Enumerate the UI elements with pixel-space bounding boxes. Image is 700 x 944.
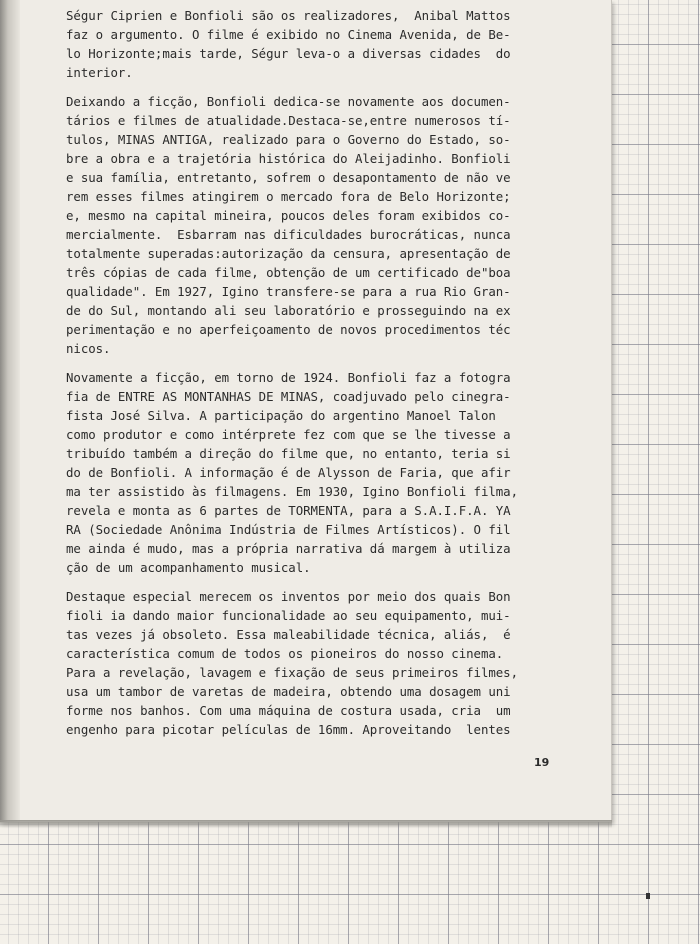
text-line: RA (Sociedade Anônima Indústria de Filmes Artísticos). O fil: [66, 522, 511, 537]
text-line: rem esses filmes atingirem o mercado fora de Belo Horizonte;: [66, 189, 511, 204]
text-line: três cópias de cada filme, obtenção de um certificado de"boa: [66, 265, 511, 280]
text-line: qualidade". Em 1927, Igino transfere-se para a rua Rio Gran-: [66, 284, 511, 299]
text-line: Para a revelação, lavagem e fixação de seus primeiros filmes,: [66, 665, 518, 680]
text-line: lo Horizonte;mais tarde, Ségur leva-o a diversas cidades do: [66, 46, 511, 61]
text-line: e, mesmo na capital mineira, poucos deles foram exibidos co-: [66, 208, 511, 223]
text-line: totalmente superadas:autorização da censura, apresentação de: [66, 246, 511, 261]
text-line: característica comum de todos os pioneiros do nosso cinema.: [66, 646, 504, 661]
page-bottom-edge: [0, 820, 612, 828]
page-body-text: [66, 6, 518, 749]
paragraph: [66, 92, 518, 358]
text-line: tas vezes já obsoleto. Essa maleabilidade técnica, aliás, é: [66, 627, 511, 642]
text-line: ção de um acompanhamento musical.: [66, 560, 311, 575]
text-line: interior.: [66, 65, 133, 80]
text-line: engenho para picotar películas de 16mm. Aproveitando lentes: [66, 722, 511, 737]
ink-mark: [646, 893, 650, 899]
text-line: de do Sul, montando ali seu laboratório e prosseguindo na ex: [66, 303, 511, 318]
paragraph: [66, 368, 518, 577]
text-line: fista José Silva. A participação do argentino Manoel Talon: [66, 408, 496, 423]
text-line: Novamente a ficção, em torno de 1924. Bonfioli faz a fotogra: [66, 370, 511, 385]
text-line: do de Bonfioli. A informação é de Alysson de Faria, que afir: [66, 465, 511, 480]
text-line: forme nos banhos. Com uma máquina de costura usada, cria um: [66, 703, 511, 718]
text-line: e sua família, entretanto, sofrem o desapontamento de não ve: [66, 170, 511, 185]
text-line: nicos.: [66, 341, 111, 356]
text-line: perimentação e no aperfeiçoamento de novos procedimentos téc: [66, 322, 511, 337]
text-line: Ségur Ciprien e Bonfioli são os realizadores, Anibal Mattos: [66, 8, 511, 23]
text-line: Deixando a ficção, Bonfioli dedica-se novamente aos documen-: [66, 94, 511, 109]
page-binding-edge: [0, 0, 20, 822]
text-line: fia de ENTRE AS MONTANHAS DE MINAS, coadjuvado pelo cinegra-: [66, 389, 511, 404]
text-line: tulos, MINAS ANTIGA, realizado para o Governo do Estado, so-: [66, 132, 511, 147]
text-line: tários e filmes de atualidade.Destaca-se,entre numerosos tí-: [66, 113, 511, 128]
text-line: revela e monta as 6 partes de TORMENTA, para a S.A.I.F.A. YA: [66, 503, 511, 518]
paragraph: [66, 587, 518, 739]
text-line: fioli ia dando maior funcionalidade ao seu equipamento, mui-: [66, 608, 511, 623]
text-line: usa um tambor de varetas de madeira, obtendo uma dosagem uni: [66, 684, 511, 699]
page-number: 19: [534, 756, 550, 769]
text-line: mercialmente. Esbarram nas dificuldades burocráticas, nunca: [66, 227, 511, 242]
text-line: faz o argumento. O filme é exibido no Cinema Avenida, de Be-: [66, 27, 511, 42]
text-line: bre a obra e a trajetória histórica do Aleijadinho. Bonfioli: [66, 151, 511, 166]
text-line: como produtor e como intérprete fez com que se lhe tivesse a: [66, 427, 511, 442]
text-line: Destaque especial merecem os inventos por meio dos quais Bon: [66, 589, 511, 604]
text-line: tribuído também a direção do filme que, no entanto, teria si: [66, 446, 511, 461]
paragraph: [66, 6, 518, 82]
text-line: me ainda é mudo, mas a própria narrativa dá margem à utiliza: [66, 541, 511, 556]
text-line: ma ter assistido às filmagens. Em 1930, Igino Bonfioli filma,: [66, 484, 518, 499]
